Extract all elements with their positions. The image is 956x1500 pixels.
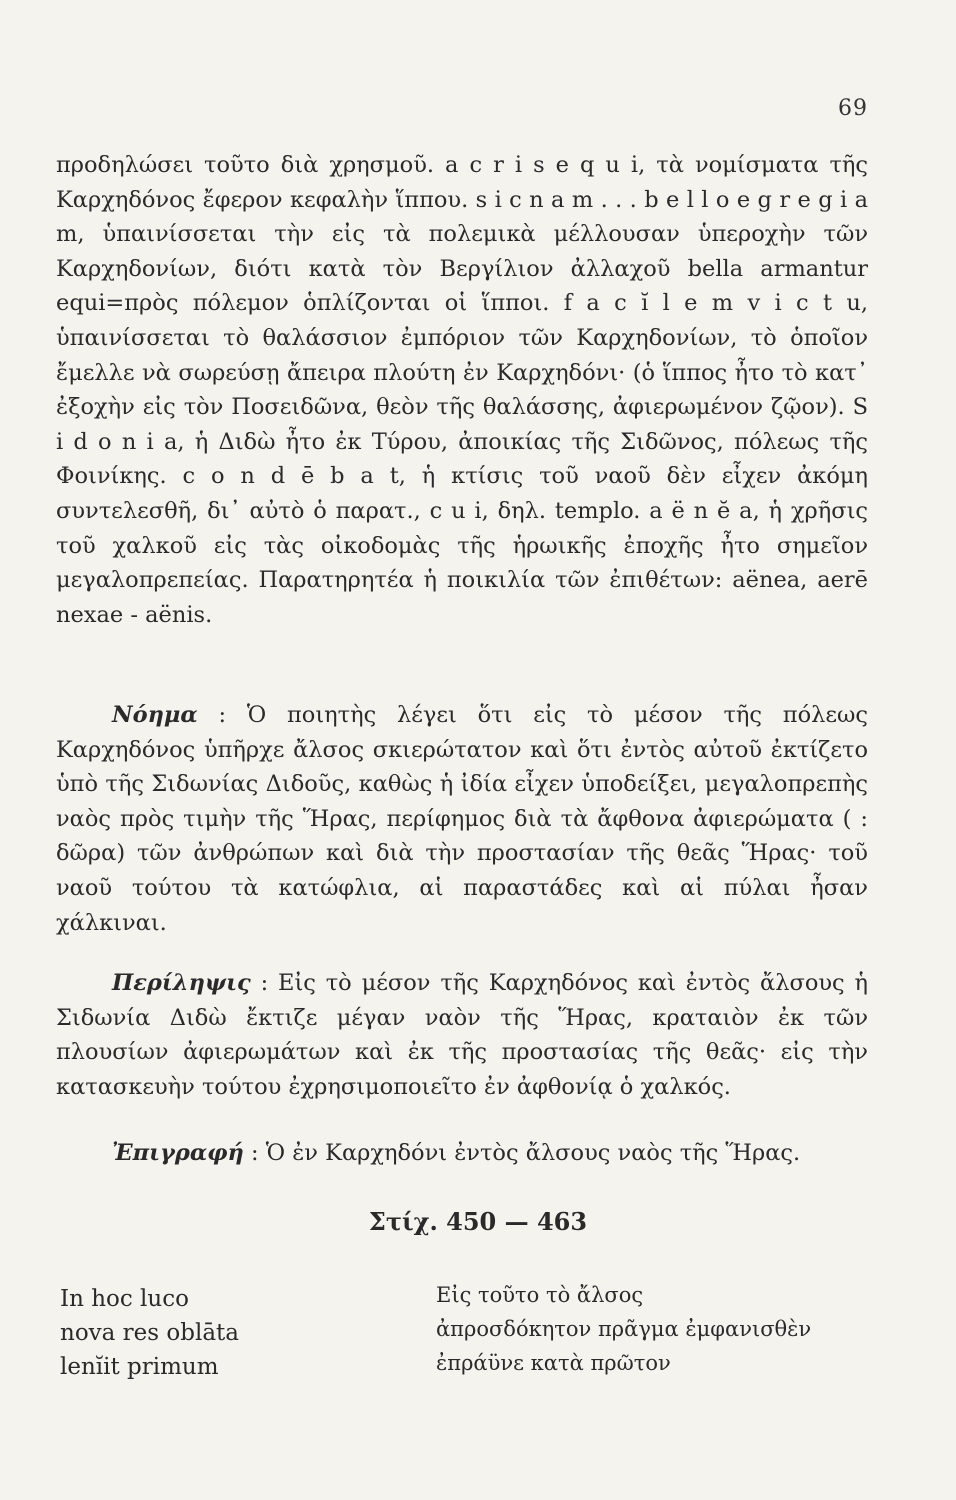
verse-range-heading: Στίχ. 450 — 463 (368, 1207, 588, 1236)
epigrafi-paragraph (56, 1136, 868, 1171)
perilipsis-section (56, 966, 868, 1104)
epigrafi-text: : Ὁ ἐν Καρχηδόνι ἐντὸς ἄλσους ναὸς τῆς Ἥρας. (251, 1140, 801, 1166)
perilipsis-text: : Εἰς τὸ μέσον τῆς Καρχηδόνος καὶ ἐντὸς ἄλσους ἡ Σιδωνία Διδὼ ἔκτιζε μέγαν ναὸν τῆς Ἥρας, κραταιὸν ἐκ τῶν πλουσίων ἀφιερωμάτων καὶ ἐκ τῆς προστασίας τῆς θεᾶς· εἰς τὴν κατασκευὴν τούτου ἐχρησιμοποιεῖτο ἐν ἀφθονίᾳ ὁ χαλκός. (56, 970, 868, 1100)
greek-translation-line: ἐπράϋνε κατὰ πρῶτον (436, 1351, 671, 1375)
perilipsis-label: Περίληψις (112, 970, 251, 996)
latin-verse-column (60, 1282, 380, 1384)
noima-section (56, 698, 868, 940)
commentary-paragraph: προδηλώσει τοῦτο διὰ χρησμοῦ. a c r i s e q u i, τὰ νομίσματα τῆς Καρχηδόνος ἔφερον κεφαλὴν ἵππου. s i c n a m . . . b e l l o e g r e g i a m, ὑπαινίσσεται τὴν εἰς τὰ πολεμικὰ μέλλουσαν ὑπεροχὴν τῶν Καρχηδονίων, διότι κατὰ τὸν Βεργίλιον ἀλλαχοῦ bella armantur equi=πρὸς πόλεμον ὁπλίζονται οἱ ἵπποι. f a c ĭ l e m v i c t u, ὑπαινίσσεται τὸ θαλάσσιον ἐμπόριον τῶν Καρχηδονίων, τὸ ὁποῖον ἔμελλε νὰ σωρεύσῃ ἄπειρα πλούτη ἐν Καρχηδόνι· (ὁ ἵππος ἦτο τὸ κατ᾽ ἐξοχὴν εἰς τὸν Ποσειδῶνα, θεὸν τῆς θαλάσσης, ἀφιερωμένον ζῷον). S i d o n i a, ἡ Διδὼ ἦτο ἐκ Τύρου, ἀποικίας τῆς Σιδῶνος, πόλεως τῆς Φοινίκης. c o n d ē b a t, ἡ κτίσις τοῦ ναοῦ δὲν εἶχεν ἀκόμη συντελεσθῆ, δι᾽ αὐτὸ ὁ παρατ., c u i, δηλ. templo. a ë n ĕ a, ἡ χρῆσις τοῦ χαλκοῦ εἰς τὰς οἰκοδομὰς τῆς ἡρωικῆς ἐποχῆς ἦτο σημεῖον μεγαλοπρεπείας. Παρατηρητέα ἡ ποικιλία τῶν ἐπιθέτων: aënea, aerē nexae - aënis. (56, 152, 868, 628)
greek-translation-line: Εἰς τοῦτο τὸ ἄλσος (436, 1283, 644, 1307)
noima-paragraph (56, 698, 868, 940)
latin-verse-line: nova res oblāta (60, 1320, 239, 1346)
greek-translation-column (436, 1278, 876, 1380)
latin-verse-line: lenĭit primum (60, 1354, 219, 1380)
noima-text: : Ὁ ποιητὴς λέγει ὅτι εἰς τὸ μέσον τῆς πόλεως Καρχηδόνος ὑπῆρχε ἄλσος σκιερώτατον καὶ ὅτι ἐντὸς αὐτοῦ ἐκτίζετο ὑπὸ τῆς Σιδωνίας Διδοῦς, καθὼς ἡ ἰδία εἶχεν ὑποδείξει, μεγαλοπρεπὴς ναὸς πρὸς τιμὴν τῆς Ἥρας, περίφημος διὰ τὰ ἄφθονα ἀφιερώματα ( : δῶρα) τῶν ἀνθρώπων καὶ διὰ τὴν προστασίαν τῆς θεᾶς Ἥρας· τοῦ ναοῦ τούτου τὰ κατώφλια, αἱ παραστάδες καὶ αἱ πύλαι ἦσαν χάλκιναι. (56, 702, 868, 936)
perilipsis-paragraph (56, 966, 868, 1104)
greek-translation-line: ἀπροσδόκητον πρᾶγμα ἐμφανισθὲν (436, 1317, 812, 1341)
epigrafi-section (56, 1136, 868, 1171)
epigrafi-label: Ἐπιγραφή (112, 1140, 244, 1166)
page-number: 69 (838, 96, 868, 121)
noima-label: Νόημα (112, 702, 198, 728)
latin-verse-line: In hoc luco (60, 1286, 189, 1312)
